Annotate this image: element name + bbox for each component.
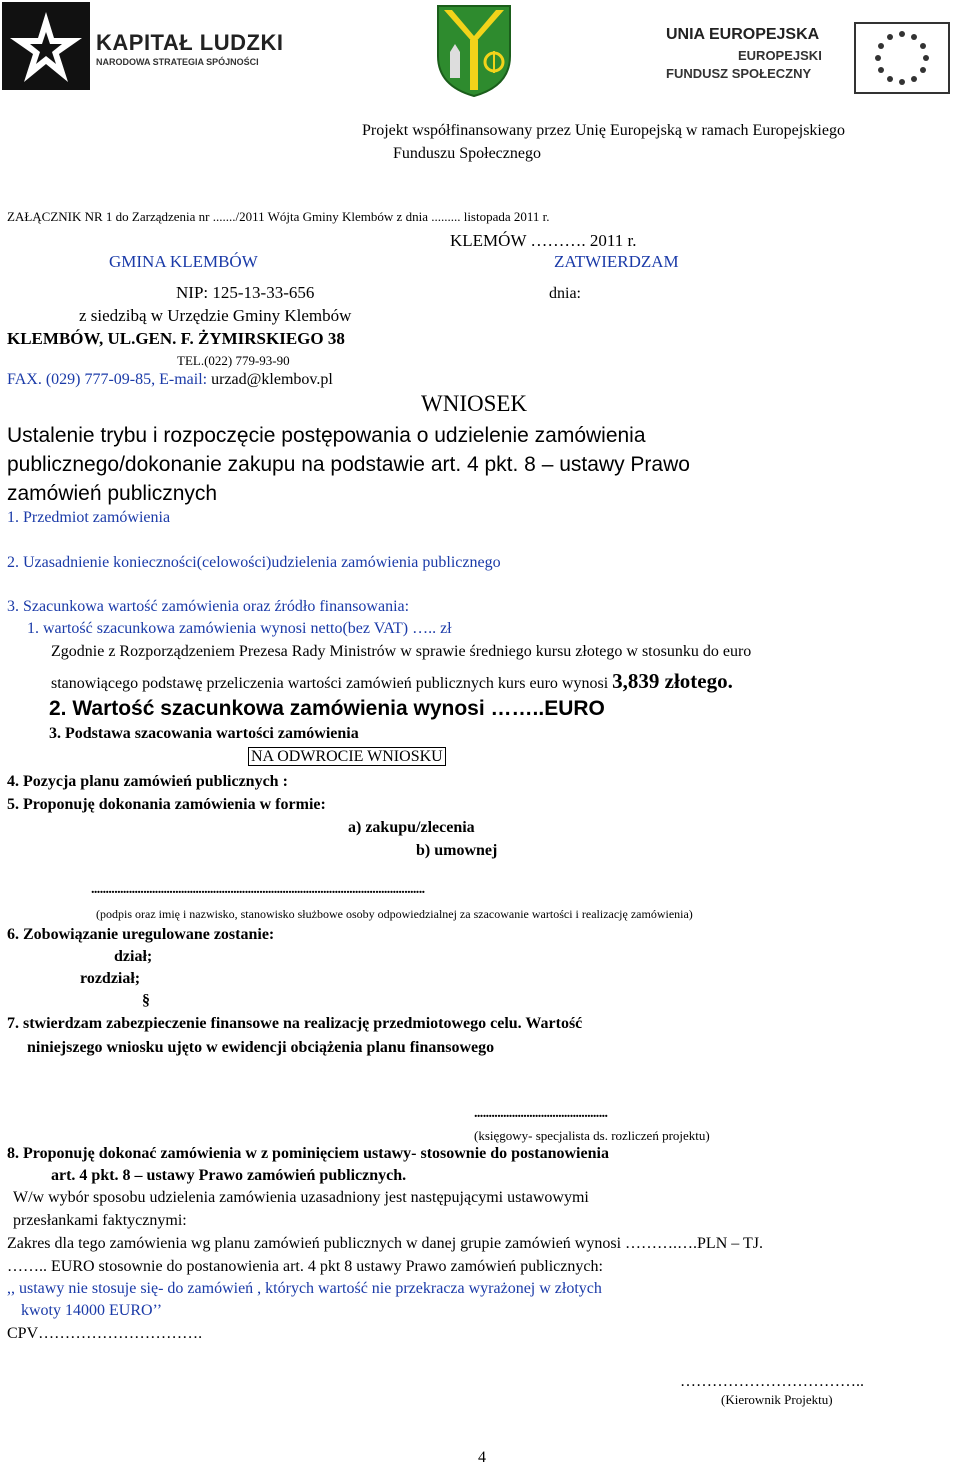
section-5-b: b) umownej — [416, 842, 498, 859]
gmina-coat-of-arms — [436, 4, 512, 100]
euro-rate-end: . — [727, 669, 733, 693]
eu-flag-icon — [854, 22, 950, 94]
eu-logo — [666, 20, 956, 100]
section-3-1: 1. wartość szacunkowa zamówienia wynosi netto(bez VAT) ….. zł — [27, 620, 452, 637]
section-8-line-1: 8. Proponuję dokonać zamówienia w z pominięciem ustawy- stosownie do postanowienia — [7, 1145, 609, 1162]
page-title: WNIOSEK — [421, 391, 528, 416]
project-line-1: Projekt współfinansowany przez Unię Europejską w ramach Europejskiego — [362, 122, 845, 139]
section-8-line-3: W/w wybór sposobu udzielenia zamówienia uzasadniony jest następującymi ustawowymi — [13, 1189, 589, 1206]
kapital-ludzki-logo — [0, 0, 320, 95]
subject-block — [7, 421, 690, 508]
section-7-line-1: 7. stwierdzam zabezpieczenie finansowe na realizację przedmiotowego celu. Wartość — [7, 1015, 583, 1032]
gmina-seat: z siedzibą w Urzędzie Gminy Klembów — [79, 306, 352, 325]
section-6: 6. Zobowiązanie uregulowane zostanie: — [7, 926, 275, 943]
section-7-line-2: niniejszego wniosku ujęto w ewidencji obciążenia planu finansowego — [27, 1039, 495, 1056]
signature-2-caption: (księgowy- specjalista ds. rozliczeń projektu) — [474, 1128, 710, 1143]
section-8-line-6: …….. EURO stosownie do postanowienia art. 4 pkt 8 ustawy Prawo zamówień publicznych: — [7, 1258, 603, 1275]
section-8-line-2: art. 4 pkt. 8 – ustawy Prawo zamówień publicznych. — [51, 1167, 407, 1184]
section-4: 4. Pozycja planu zamówień publicznych : — [7, 773, 288, 790]
section-3-regulation-1: Zgodnie z Rozporządzeniem Prezesa Rady Ministrów w sprawie średniego kursu złotego w stosunku do euro — [51, 643, 752, 660]
gmina-nip: NIP: 125-13-33-656 — [176, 283, 315, 302]
subject-line-2: publicznego/dokonanie zakupu na podstawie art. 4 pkt. 8 – ustawy Prawo — [7, 453, 690, 476]
euro-rate: 3,839 złotego — [612, 669, 728, 693]
eu-line1: UNIA EUROPEJSKA — [666, 26, 820, 43]
kapital-ludzki-emblem-icon — [2, 2, 92, 92]
page-number: 4 — [478, 1449, 486, 1466]
section-8-line-4: przesłankami faktycznymi: — [13, 1212, 187, 1229]
gmina-address: KLEMBÓW, UL.GEN. F. ŻYMIRSKIEGO 38 — [7, 329, 345, 348]
place-date: KLEMÓW ………. 2011 r. — [450, 231, 637, 250]
signature-1-caption: (podpis oraz imię i nazwisko, stanowisko służbowe osoby odpowiedzialnej za szacowanie wartości i realizację zamówienia) — [96, 907, 693, 921]
section-6-rozdzial: rozdział; — [80, 970, 141, 987]
cpv-field: CPV…………………………. — [7, 1325, 203, 1342]
subject-line-3: zamówień publicznych — [7, 482, 218, 505]
coat-of-arms-icon — [436, 4, 512, 98]
eu-line2: EUROPEJSKI — [738, 48, 822, 63]
approve-label: ZATWIERDZAM — [554, 252, 679, 271]
gmina-email-link[interactable]: urzad@klembov.pl — [211, 371, 333, 388]
section-3-2: 2. Wartość szacunkowa zamówienia wynosi ……..EURO — [49, 697, 605, 720]
section-8-quote-2: kwoty 14000 EURO’’ — [21, 1302, 163, 1319]
section-3-regulation-2: stanowiącego podstawę przeliczenia wartości zamówień publicznych kurs euro wynosi — [51, 675, 613, 692]
signature-3-caption: (Kierownik Projektu) — [721, 1392, 833, 1407]
kl-subtitle: NARODOWA STRATEGIA SPÓJNOŚCI — [96, 57, 259, 67]
section-6-dzial: dział; — [114, 948, 153, 965]
gmina-fax: FAX. (029) 777-09-85, E-mail: — [7, 371, 212, 388]
section-6-paragraph: § — [142, 992, 150, 1009]
reverse-side-box: NA ODWROCIE WNIOSKU — [248, 747, 446, 766]
section-8-line-5: Zakres dla tego zamówienia wg planu zamówień publicznych w danej grupie zamówień wynosi ……….….PLN – TJ. — [7, 1235, 763, 1252]
eu-line3: FUNDUSZ SPOŁECZNY — [666, 66, 812, 81]
approve-date: dnia: — [549, 285, 581, 302]
signature-1-dots: ................................................................................................................... — [91, 882, 425, 897]
section-8-quote-1: ,, ustawy nie stosuje się- do zamówień , których wartość nie przekracza wyrażonej w złotych — [7, 1280, 602, 1297]
section-5-a: a) zakupu/zlecenia — [348, 819, 475, 836]
attachment-note: ZAŁĄCZNIK NR 1 do Zarządzenia nr ......./2011 Wójta Gminy Klembów z dnia ......... listopada 2011 r. — [7, 209, 550, 224]
section-3-3: 3. Podstawa szacowania wartości zamówienia — [49, 725, 359, 742]
signature-3-dots: …………………………….. — [680, 1373, 864, 1390]
gmina-name: GMINA KLEMBÓW — [109, 252, 258, 271]
kl-title: KAPITAŁ LUDZKI — [96, 30, 284, 55]
project-line-2: Funduszu Społecznego — [393, 145, 541, 162]
section-1: 1. Przedmiot zamówienia — [7, 509, 171, 526]
signature-2-dots: .............................................. — [474, 1106, 608, 1121]
section-2: 2. Uzasadnienie konieczności(celowości)udzielenia zamówienia publicznego — [7, 554, 501, 571]
section-5: 5. Proponuję dokonania zamówienia w formie: — [7, 796, 326, 813]
subject-line-1: Ustalenie trybu i rozpoczęcie postępowania o udzielenie zamówienia — [7, 424, 646, 447]
section-3: 3. Szacunkowa wartość zamówienia oraz źródło finansowania: — [7, 598, 410, 615]
gmina-tel: TEL.(022) 779-93-90 — [177, 353, 290, 368]
